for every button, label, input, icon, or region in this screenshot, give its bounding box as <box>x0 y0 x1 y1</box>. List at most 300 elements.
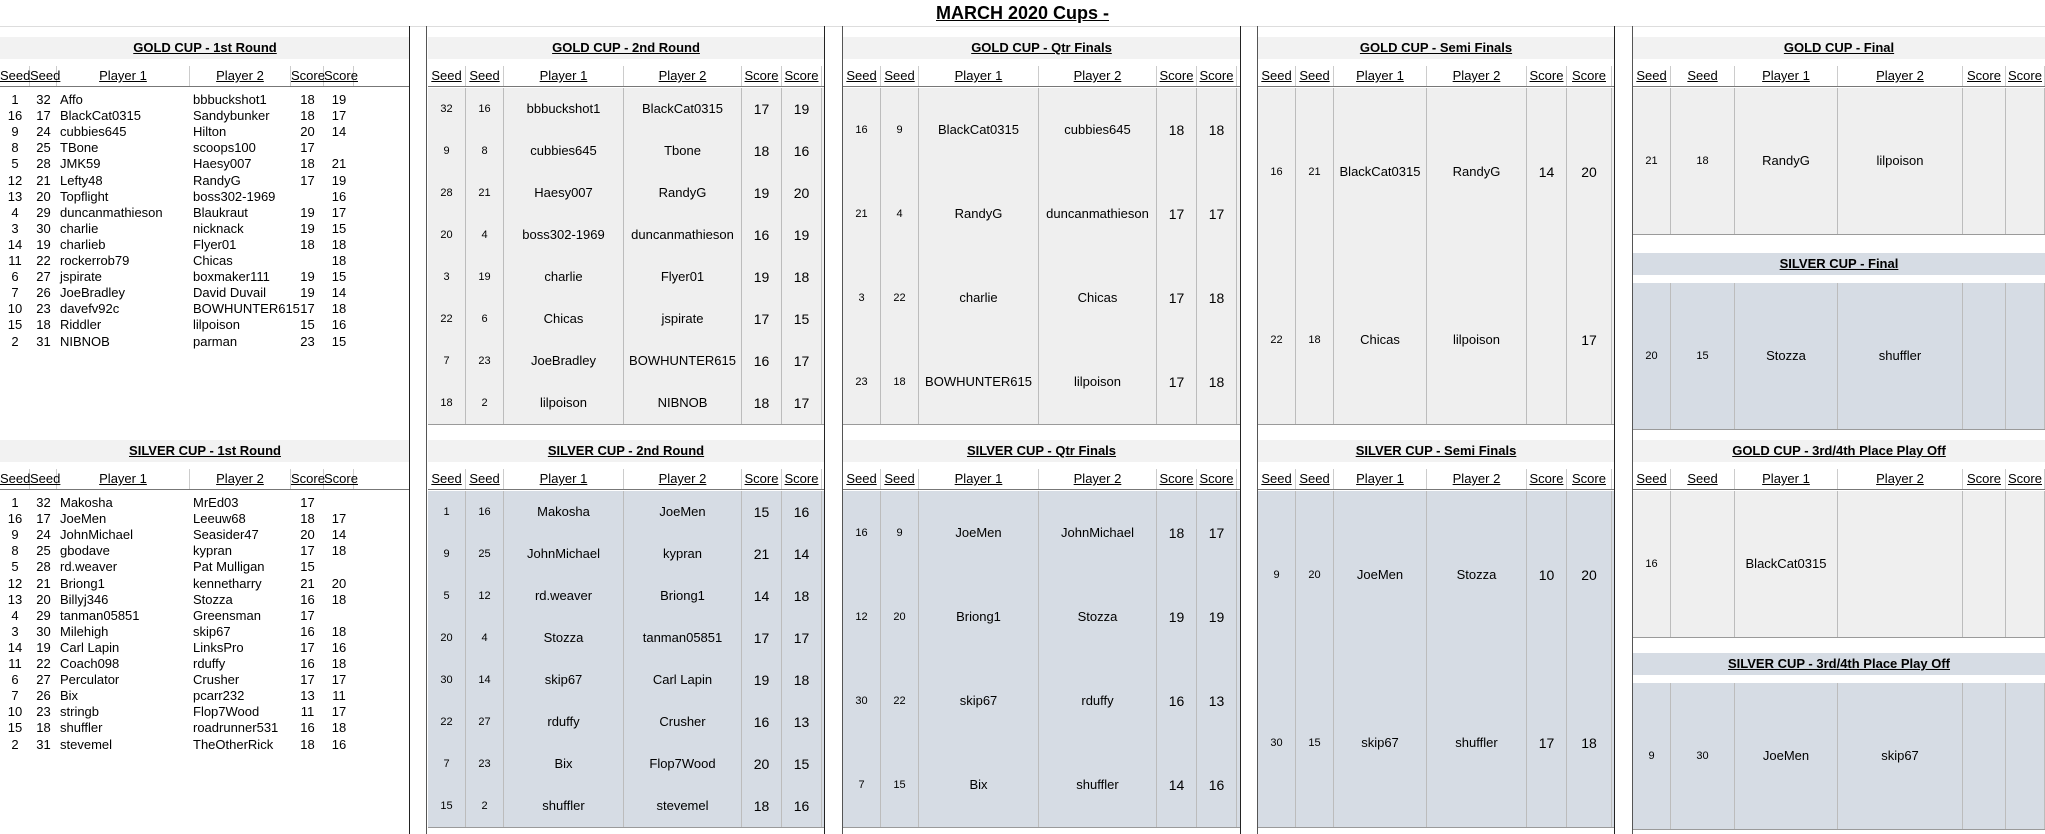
match-row <box>0 317 410 333</box>
player-2: Flop7Wood <box>193 704 260 720</box>
match-row <box>843 659 1240 744</box>
player-2: Stozza <box>1427 491 1527 659</box>
column-headers <box>428 469 824 490</box>
header-score: Score <box>1197 66 1237 86</box>
header-seed: Seed <box>881 469 919 489</box>
header-player2: Player 2 <box>1427 66 1527 86</box>
seed-2: 30 <box>1671 683 1735 829</box>
match-row <box>0 576 410 592</box>
player-2: Greensman <box>193 607 261 623</box>
player-1: charlieb <box>60 236 106 252</box>
player-2: Tbone <box>624 130 742 172</box>
header-player1: Player 1 <box>1735 66 1838 86</box>
seed-1: 2 <box>11 333 19 349</box>
seed-1: 3 <box>11 220 19 236</box>
player-2: David Duvail <box>193 285 266 301</box>
seed-2: 29 <box>36 204 51 220</box>
header-score: Score <box>2006 66 2045 86</box>
header-seed: Seed <box>0 66 30 86</box>
player-2: kennetharry <box>193 575 262 591</box>
seed-1: 3 <box>428 256 466 298</box>
score-2: 14 <box>331 124 347 140</box>
seed-1: 12 <box>843 575 881 659</box>
score-2: 17 <box>331 672 347 688</box>
player-1: BlackCat0315 <box>919 88 1039 172</box>
match-row <box>843 256 1240 341</box>
seed-1: 3 <box>11 623 19 639</box>
seed-1: 30 <box>428 659 466 701</box>
player-1: charlie <box>504 256 624 298</box>
score-2: 20 <box>782 172 822 214</box>
score-2: 17 <box>782 617 822 659</box>
seed-1: 21 <box>843 172 881 256</box>
player-1: Perculator <box>60 672 120 688</box>
gold-2nd-round-panel <box>428 37 824 435</box>
player-2: Flop7Wood <box>624 743 742 785</box>
header-player2: Player 2 <box>624 66 742 86</box>
player-2: Sandybunker <box>193 108 270 124</box>
player-2: rduffy <box>1039 659 1157 743</box>
score-1: 19 <box>300 204 315 220</box>
seed-2: 14 <box>466 659 504 701</box>
player-2: Leeuw68 <box>193 511 246 527</box>
score-1: 17 <box>300 639 315 655</box>
header-seed: Seed <box>1258 66 1296 86</box>
player-2: BOWHUNTER615 <box>624 340 742 382</box>
player-2: nicknack <box>193 220 244 236</box>
seed-1: 9 <box>428 130 466 172</box>
score-2 <box>2006 683 2045 829</box>
seed-2: 17 <box>36 108 51 124</box>
score-1: 19 <box>742 256 782 298</box>
seed-1: 1 <box>11 92 19 107</box>
player-1: boss302-1969 <box>504 214 624 256</box>
player-1: duncanmathieson <box>60 204 163 220</box>
match-row <box>428 617 824 660</box>
header-player2: Player 2 <box>624 469 742 489</box>
score-2: 19 <box>782 88 822 130</box>
silver-semi-finals-panel <box>1258 440 1614 834</box>
seed-1: 16 <box>1258 88 1296 256</box>
seed-1: 12 <box>7 172 23 188</box>
seed-1: 7 <box>428 743 466 785</box>
score-2: 19 <box>331 172 347 188</box>
seed-2: 26 <box>36 285 51 301</box>
score-2: 16 <box>782 130 822 172</box>
match-row <box>0 156 410 172</box>
player-2: Seasider47 <box>193 527 259 543</box>
score-2: 20 <box>1567 491 1612 659</box>
player-2: shuffler <box>1039 743 1157 827</box>
seed-1: 6 <box>11 672 19 688</box>
seed-2: 27 <box>36 672 51 688</box>
score-2: 19 <box>782 214 822 256</box>
seed-2: 21 <box>1296 88 1334 256</box>
seed-1: 9 <box>11 124 19 140</box>
player-2: lilpoison <box>1838 88 1963 234</box>
seed-1: 5 <box>428 575 466 617</box>
match-row <box>428 298 824 341</box>
seed-2: 23 <box>36 301 51 317</box>
seed-1: 18 <box>428 382 466 424</box>
match-row <box>0 301 410 317</box>
header-player1: Player 1 <box>504 469 624 489</box>
player-1: shuffler <box>504 785 624 827</box>
player-1: JMK59 <box>60 156 101 172</box>
seed-2: 20 <box>36 591 51 607</box>
seed-2: 25 <box>466 533 504 575</box>
player-2: kypran <box>193 543 233 559</box>
seed-1: 6 <box>11 269 19 285</box>
score-2 <box>324 559 354 575</box>
score-1: 17 <box>300 607 315 623</box>
player-2: Haesy007 <box>193 156 252 172</box>
seed-2: 23 <box>36 704 51 720</box>
player-1: jspirate <box>60 269 102 285</box>
player-2: RandyG <box>624 172 742 214</box>
score-2: 14 <box>331 527 347 543</box>
header-seed: Seed <box>843 469 881 489</box>
player-1: Billyj346 <box>60 591 109 607</box>
header-seed: Seed <box>1671 469 1735 489</box>
player-2: tanman05851 <box>624 617 742 659</box>
player-1: JoeMen <box>60 511 107 527</box>
score-1: 10 <box>1527 491 1567 659</box>
seed-1: 15 <box>7 720 23 736</box>
seed-1: 30 <box>843 659 881 743</box>
seed-1: 7 <box>11 688 19 704</box>
seed-1: 22 <box>428 298 466 340</box>
score-1: 17 <box>1157 340 1197 424</box>
seed-2: 26 <box>36 688 51 704</box>
header-seed: Seed <box>1258 469 1296 489</box>
player-2: Crusher <box>193 672 240 688</box>
header-player1: Player 1 <box>1334 66 1427 86</box>
section-title: GOLD CUP - Semi Finals <box>1258 37 1614 59</box>
seed-2: 18 <box>36 317 51 333</box>
score-1: 17 <box>300 301 315 317</box>
column-headers <box>1633 469 2045 490</box>
match-row <box>1258 256 1614 425</box>
seed-2: 18 <box>36 720 51 736</box>
score-2: 17 <box>331 704 347 720</box>
score-1: 18 <box>300 511 315 527</box>
header-score: Score <box>2006 469 2045 489</box>
score-1 <box>1963 283 2006 429</box>
player-1: Stozza <box>1735 283 1838 429</box>
seed-2: 12 <box>466 575 504 617</box>
score-2: 18 <box>1197 340 1237 424</box>
match-row <box>843 743 1240 828</box>
match-row <box>0 269 410 285</box>
seed-1: 13 <box>7 188 23 204</box>
match-row <box>0 592 410 608</box>
player-1: skip67 <box>1334 659 1427 827</box>
seed-2: 28 <box>36 559 51 575</box>
player-2: NIBNOB <box>624 382 742 424</box>
section-title: GOLD CUP - 1st Round <box>0 37 410 59</box>
seed-1: 16 <box>843 491 881 575</box>
player-1: Bix <box>504 743 624 785</box>
score-2: 15 <box>331 269 347 285</box>
seed-2: 16 <box>466 491 504 533</box>
player-1: BlackCat0315 <box>60 108 141 124</box>
seed-1: 32 <box>428 88 466 130</box>
seed-2: 4 <box>881 172 919 256</box>
player-1: tanman05851 <box>60 607 140 623</box>
score-2: 13 <box>1197 659 1237 743</box>
match-row <box>428 701 824 744</box>
player-1: cubbies645 <box>60 124 127 140</box>
seed-2: 30 <box>36 623 51 639</box>
seed-2: 9 <box>881 491 919 575</box>
player-1: JoeBradley <box>60 285 126 301</box>
match-row <box>843 88 1240 173</box>
score-2: 19 <box>1197 575 1237 659</box>
seed-2: 28 <box>36 156 51 172</box>
seed-1: 16 <box>843 88 881 172</box>
score-1: 17 <box>1157 172 1197 256</box>
player-2: shuffler <box>1838 283 1963 429</box>
header-player2: Player 2 <box>190 469 291 489</box>
player-2: pcarr232 <box>193 688 245 704</box>
score-1 <box>1527 256 1567 424</box>
seed-1: 22 <box>1258 256 1296 424</box>
score-1: 17 <box>300 140 315 156</box>
player-1: Topflight <box>60 188 109 204</box>
score-2 <box>324 495 354 511</box>
score-2: 18 <box>331 301 347 317</box>
player-2: Crusher <box>624 701 742 743</box>
column-headers <box>843 66 1240 87</box>
header-player1: Player 1 <box>504 66 624 86</box>
score-1: 13 <box>300 688 315 704</box>
match-row <box>0 624 410 640</box>
player-1: JohnMichael <box>504 533 624 575</box>
match-row <box>0 221 410 237</box>
score-1 <box>291 253 324 269</box>
player-1: rduffy <box>504 701 624 743</box>
match-row <box>0 124 410 140</box>
header-score: Score <box>742 66 782 86</box>
player-2: Carl Lapin <box>624 659 742 701</box>
score-2: 17 <box>1567 256 1612 424</box>
player-1: Coach098 <box>60 656 120 671</box>
player-1: skip67 <box>504 659 624 701</box>
player-1: Bix <box>919 743 1039 827</box>
seed-2: 21 <box>36 172 51 188</box>
header-seed: Seed <box>30 66 57 86</box>
score-2: 18 <box>1567 659 1612 827</box>
header-score: Score <box>1527 469 1567 489</box>
player-1: lilpoison <box>504 382 624 424</box>
seed-2: 23 <box>466 340 504 382</box>
seed-2: 22 <box>36 253 51 268</box>
player-1: Carl Lapin <box>60 639 120 655</box>
score-2: 18 <box>331 236 347 252</box>
score-2: 19 <box>331 92 347 107</box>
seed-1: 9 <box>11 527 19 543</box>
silver-qtr-finals-panel <box>843 440 1240 834</box>
score-1: 19 <box>1157 575 1197 659</box>
seed-2: 20 <box>36 188 51 204</box>
score-1: 17 <box>300 495 315 510</box>
score-1: 17 <box>742 298 782 340</box>
score-1: 17 <box>1157 256 1197 340</box>
seed-1: 7 <box>428 340 466 382</box>
seed-1: 14 <box>7 639 23 655</box>
score-1: 17 <box>742 88 782 130</box>
player-2: JohnMichael <box>1039 491 1157 575</box>
score-1: 18 <box>742 130 782 172</box>
gold-semi-finals-panel <box>1258 37 1614 435</box>
match-row <box>0 688 410 704</box>
player-2: MrEd03 <box>193 495 239 510</box>
header-seed: Seed <box>1296 469 1334 489</box>
match-row <box>428 256 824 299</box>
score-2: 16 <box>331 736 347 752</box>
match-row <box>0 656 410 672</box>
player-2: shuffler <box>1427 659 1527 827</box>
silver-3rd-place-panel <box>1633 653 2045 834</box>
score-2: 18 <box>782 575 822 617</box>
player-1: Riddler <box>60 317 102 333</box>
score-1: 20 <box>300 527 315 543</box>
match-row <box>0 285 410 301</box>
seed-2: 24 <box>36 124 51 140</box>
header-score: Score <box>1567 66 1612 86</box>
player-2: RandyG <box>1427 88 1527 256</box>
score-1: 16 <box>1157 659 1197 743</box>
header-seed: Seed <box>466 469 504 489</box>
seed-2: 4 <box>466 617 504 659</box>
player-1: JoeBradley <box>504 340 624 382</box>
player-1: Makosha <box>60 495 113 510</box>
score-2: 17 <box>1197 172 1237 256</box>
player-2: Briong1 <box>624 575 742 617</box>
player-2: scoops100 <box>193 140 256 156</box>
header-score: Score <box>1963 469 2006 489</box>
match-row <box>428 659 824 702</box>
score-2 <box>2006 88 2045 234</box>
seed-1: 30 <box>1258 659 1296 827</box>
seed-1: 3 <box>843 256 881 340</box>
header-player1: Player 1 <box>1735 469 1838 489</box>
seed-1: 20 <box>428 617 466 659</box>
player-1: davefv92c <box>60 301 120 317</box>
score-1: 15 <box>300 317 315 333</box>
seed-1: 4 <box>11 607 19 623</box>
match-row <box>1258 88 1614 257</box>
match-row <box>428 785 824 828</box>
score-1: 18 <box>300 236 315 252</box>
header-seed: Seed <box>428 469 466 489</box>
score-2: 18 <box>782 256 822 298</box>
player-1: JoeMen <box>1334 491 1427 659</box>
header-score: Score <box>291 66 324 86</box>
seed-2 <box>1671 491 1735 637</box>
match-row <box>843 575 1240 660</box>
seed-1: 20 <box>428 214 466 256</box>
score-2: 20 <box>1567 88 1612 256</box>
player-1: Briong1 <box>919 575 1039 659</box>
header-player1: Player 1 <box>57 469 190 489</box>
player-1: JoeMen <box>1735 683 1838 829</box>
header-seed: Seed <box>1633 469 1671 489</box>
player-2: Chicas <box>193 253 233 268</box>
gold-final-panel <box>1633 37 2045 245</box>
player-1: charlie <box>919 256 1039 340</box>
player-2: kypran <box>624 533 742 575</box>
player-2: Blaukraut <box>193 204 248 220</box>
header-seed: Seed <box>1633 66 1671 86</box>
match-row <box>428 533 824 576</box>
header-player1: Player 1 <box>1334 469 1427 489</box>
score-1: 21 <box>742 533 782 575</box>
score-2: 15 <box>331 220 347 236</box>
player-2: duncanmathieson <box>1039 172 1157 256</box>
match-row <box>428 88 824 131</box>
score-2: 18 <box>331 591 347 607</box>
seed-1: 20 <box>1633 283 1671 429</box>
match-row <box>1258 491 1614 660</box>
score-1: 23 <box>300 333 315 349</box>
player-1: BlackCat0315 <box>1334 88 1427 256</box>
score-2: 17 <box>331 511 347 527</box>
seed-2: 25 <box>36 543 51 559</box>
seed-1: 5 <box>11 559 19 575</box>
match-row <box>1633 88 2045 235</box>
seed-2: 6 <box>466 298 504 340</box>
header-player2: Player 2 <box>1427 469 1527 489</box>
seed-2: 9 <box>881 88 919 172</box>
match-row <box>0 334 410 350</box>
section-title: GOLD CUP - 2nd Round <box>428 37 824 59</box>
score-1: 19 <box>742 172 782 214</box>
column-headers <box>1633 66 2045 87</box>
match-row <box>428 491 824 534</box>
seed-1: 9 <box>428 533 466 575</box>
match-row <box>428 340 824 383</box>
match-row <box>0 495 410 511</box>
score-1: 18 <box>300 108 315 124</box>
player-1: NIBNOB <box>60 333 110 349</box>
match-row <box>0 189 410 205</box>
player-2: Chicas <box>1039 256 1157 340</box>
seed-1: 2 <box>11 736 19 752</box>
seed-1: 4 <box>11 204 19 220</box>
match-row <box>0 511 410 527</box>
match-row <box>0 108 410 124</box>
score-1: 16 <box>300 720 315 736</box>
score-1: 19 <box>300 285 315 301</box>
score-2: 18 <box>1197 256 1237 340</box>
page-title: MARCH 2020 Cups - <box>0 0 2045 27</box>
score-2: 20 <box>331 575 347 591</box>
score-1: 18 <box>300 156 315 172</box>
seed-1: 8 <box>11 140 19 156</box>
player-2: roadrunner531 <box>193 720 279 736</box>
header-score: Score <box>782 469 822 489</box>
score-2: 17 <box>331 108 347 124</box>
score-1: 17 <box>300 672 315 688</box>
section-title: GOLD CUP - 3rd/4th Place Play Off <box>1633 440 2045 462</box>
player-2: jspirate <box>624 298 742 340</box>
player-2: boss302-1969 <box>193 188 276 204</box>
player-1: Milehigh <box>60 623 109 639</box>
header-score: Score <box>1197 469 1237 489</box>
seed-2: 18 <box>1671 88 1735 234</box>
